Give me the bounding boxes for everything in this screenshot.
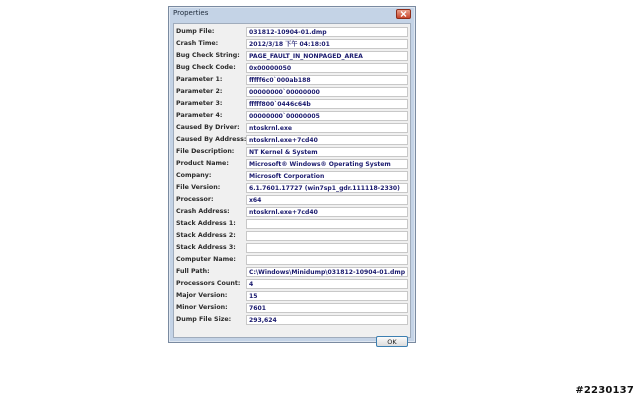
property-row <box>174 147 410 158</box>
property-value-field[interactable] <box>246 243 408 253</box>
property-row <box>174 255 410 266</box>
property-row <box>174 99 410 110</box>
close-icon <box>400 11 407 17</box>
property-value-field[interactable]: 00000000`00000005 <box>246 111 408 121</box>
property-label: Parameter 2: <box>176 88 223 95</box>
property-row <box>174 291 410 302</box>
property-value-field[interactable]: 4 <box>246 279 408 289</box>
property-value-field[interactable] <box>246 255 408 265</box>
property-label: Bug Check Code: <box>176 64 236 71</box>
property-row <box>174 171 410 182</box>
property-row <box>174 219 410 230</box>
property-label: Minor Version: <box>176 304 228 311</box>
property-row <box>174 243 410 254</box>
property-label: Bug Check String: <box>176 52 240 59</box>
property-label: Crash Address: <box>176 208 230 215</box>
property-value-field[interactable]: fffff6c0`000ab188 <box>246 75 408 85</box>
property-value-field[interactable]: 7601 <box>246 303 408 313</box>
dialog-content <box>173 23 411 346</box>
properties-dialog <box>168 6 416 346</box>
property-row <box>174 51 410 62</box>
property-label: Full Path: <box>176 268 210 275</box>
property-value-field[interactable]: 0x00000050 <box>246 63 408 73</box>
property-label: Dump File Size: <box>176 316 232 323</box>
property-label: Crash Time: <box>176 40 219 47</box>
property-label: Parameter 3: <box>176 100 223 107</box>
property-row <box>174 27 410 38</box>
property-row <box>174 183 410 194</box>
property-label: Company: <box>176 172 212 179</box>
property-label: File Description: <box>176 148 235 155</box>
property-row <box>174 195 410 206</box>
title-bar[interactable] <box>169 7 415 23</box>
property-label: Parameter 1: <box>176 76 223 83</box>
property-row <box>174 39 410 50</box>
property-label: Dump File: <box>176 28 215 35</box>
property-value-field[interactable]: NT Kernel & System <box>246 147 408 157</box>
close-button[interactable] <box>396 9 411 19</box>
property-value-field[interactable]: 293,624 <box>246 315 408 325</box>
property-row <box>174 123 410 134</box>
ok-button[interactable]: OK <box>376 336 408 347</box>
property-label: Computer Name: <box>176 256 236 263</box>
property-value-field[interactable]: Microsoft Corporation <box>246 171 408 181</box>
property-label: Major Version: <box>176 292 228 299</box>
property-value-field[interactable]: ntoskrnl.exe+7cd40 <box>246 135 408 145</box>
property-row <box>174 63 410 74</box>
property-value-field[interactable]: fffff800`0446c64b <box>246 99 408 109</box>
property-value-field[interactable]: ntoskrnl.exe <box>246 123 408 133</box>
property-row <box>174 75 410 86</box>
property-row <box>174 159 410 170</box>
property-value-field[interactable]: PAGE_FAULT_IN_NONPAGED_AREA <box>246 51 408 61</box>
window-title: Properties <box>173 9 209 17</box>
property-value-field[interactable]: 00000000`00000000 <box>246 87 408 97</box>
property-value-field[interactable]: 031812-10904-01.dmp <box>246 27 408 37</box>
property-row <box>174 111 410 122</box>
property-label: Product Name: <box>176 160 229 167</box>
property-label: Parameter 4: <box>176 112 223 119</box>
property-value-field[interactable]: C:\Windows\Minidump\031812-10904-01.dmp <box>246 267 408 277</box>
image-id-watermark: #2230137 <box>575 385 634 396</box>
property-value-field[interactable]: 6.1.7601.17727 (win7sp1_gdr.111118-2330) <box>246 183 408 193</box>
property-row <box>174 303 410 314</box>
property-row <box>174 279 410 290</box>
property-value-field[interactable]: Microsoft® Windows® Operating System <box>246 159 408 169</box>
property-row <box>174 207 410 218</box>
property-value-field[interactable] <box>246 219 408 229</box>
property-value-field[interactable]: 15 <box>246 291 408 301</box>
property-value-field[interactable]: 2012/3/18 下午 04:18:01 <box>246 39 408 49</box>
property-label: File Version: <box>176 184 221 191</box>
property-row <box>174 87 410 98</box>
property-label: Stack Address 2: <box>176 232 236 239</box>
property-value-field[interactable]: ntoskrnl.exe+7cd40 <box>246 207 408 217</box>
property-row <box>174 267 410 278</box>
property-row <box>174 315 410 326</box>
property-label: Stack Address 3: <box>176 244 236 251</box>
property-value-field[interactable]: x64 <box>246 195 408 205</box>
property-value-field[interactable] <box>246 231 408 241</box>
property-row <box>174 231 410 242</box>
property-label: Processor: <box>176 196 214 203</box>
property-label: Processors Count: <box>176 280 241 287</box>
property-label: Caused By Driver: <box>176 124 240 131</box>
property-label: Caused By Address: <box>176 136 247 143</box>
property-row <box>174 135 410 146</box>
property-label: Stack Address 1: <box>176 220 236 227</box>
